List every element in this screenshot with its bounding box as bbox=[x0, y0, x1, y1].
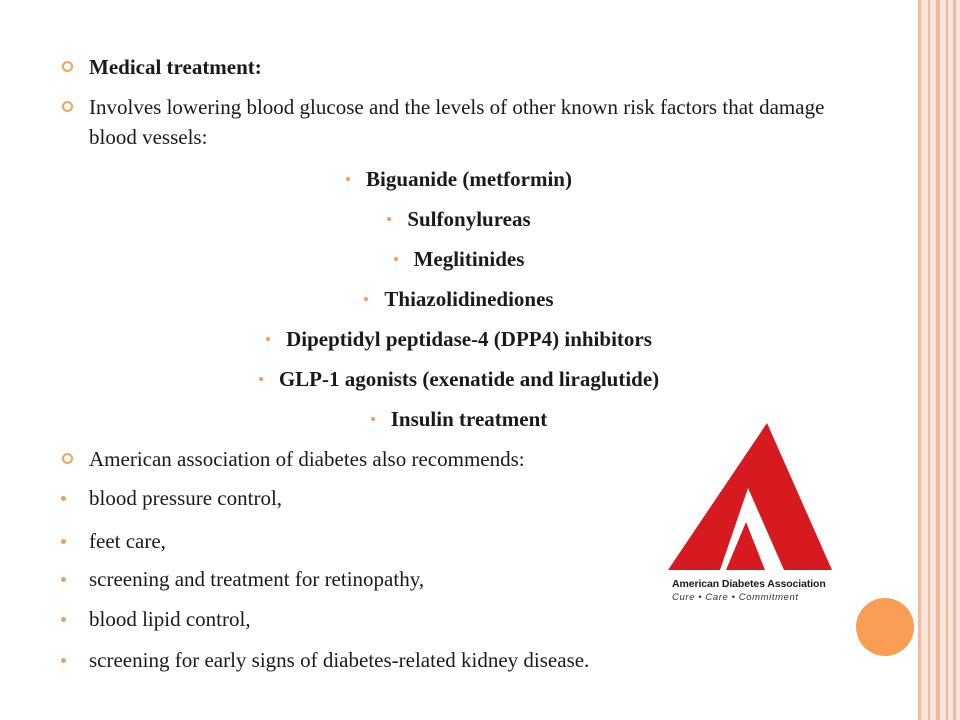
dot-bullet-icon bbox=[61, 617, 66, 622]
dot-bullet-icon bbox=[61, 496, 66, 501]
recommendation-label: feet care, bbox=[89, 529, 166, 553]
drug-item bbox=[0, 364, 918, 394]
decorative-stripe bbox=[918, 0, 921, 720]
drug-item bbox=[0, 324, 918, 354]
decorative-stripe bbox=[953, 0, 956, 720]
decorative-circle bbox=[856, 598, 914, 656]
decorative-stripe bbox=[936, 0, 940, 720]
circle-bullet-icon bbox=[62, 61, 73, 72]
recommendation-label: screening for early signs of diabetes-related kidney disease. bbox=[89, 648, 590, 672]
dot-bullet-icon bbox=[371, 417, 375, 421]
drug-item bbox=[0, 284, 918, 314]
decorative-stripe bbox=[928, 0, 930, 720]
drug-item bbox=[0, 164, 918, 194]
recommendation-label: blood pressure control, bbox=[89, 486, 283, 510]
drug-label: Meglitinides bbox=[413, 247, 525, 271]
dot-bullet-icon bbox=[387, 217, 391, 221]
drug-label: Dipeptidyl peptidase-4 (DPP4) inhibitors bbox=[286, 327, 652, 351]
recommendation-label: blood lipid control, bbox=[89, 607, 251, 631]
dot-bullet-icon bbox=[266, 337, 270, 341]
dot-bullet-icon bbox=[61, 577, 66, 582]
intro-text: Involves lowering blood glucose and the levels of other known risk factors that damage blood vessels: bbox=[89, 95, 825, 149]
ada-logo-tagline: Cure • Care • Commitment bbox=[672, 592, 799, 603]
ada-logo-name: American Diabetes Association bbox=[672, 578, 826, 590]
dot-bullet-icon bbox=[61, 658, 66, 663]
ada-logo bbox=[668, 418, 843, 608]
dot-bullet-icon bbox=[259, 377, 263, 381]
dot-bullet-icon bbox=[364, 297, 368, 301]
circle-bullet-icon bbox=[62, 453, 73, 464]
recommend-intro: American association of diabetes also recommends: bbox=[89, 447, 525, 471]
dot-bullet-icon bbox=[61, 539, 66, 544]
ada-triangle-icon bbox=[668, 418, 843, 578]
circle-bullet-icon bbox=[62, 101, 73, 112]
dot-bullet-icon bbox=[394, 257, 398, 261]
drug-item bbox=[0, 244, 918, 274]
dot-bullet-icon bbox=[346, 177, 350, 181]
drug-item bbox=[0, 204, 918, 234]
recommendation-label: screening and treatment for retinopathy, bbox=[89, 567, 425, 591]
heading: Medical treatment: bbox=[89, 55, 262, 79]
drug-label: Biguanide (metformin) bbox=[366, 167, 572, 191]
drug-label: Sulfonylureas bbox=[407, 207, 531, 231]
drug-label: Insulin treatment bbox=[390, 407, 548, 431]
drug-label: Thiazolidinediones bbox=[384, 287, 554, 311]
drug-label: GLP-1 agonists (exenatide and liraglutide) bbox=[278, 367, 660, 391]
decorative-stripe bbox=[946, 0, 948, 720]
